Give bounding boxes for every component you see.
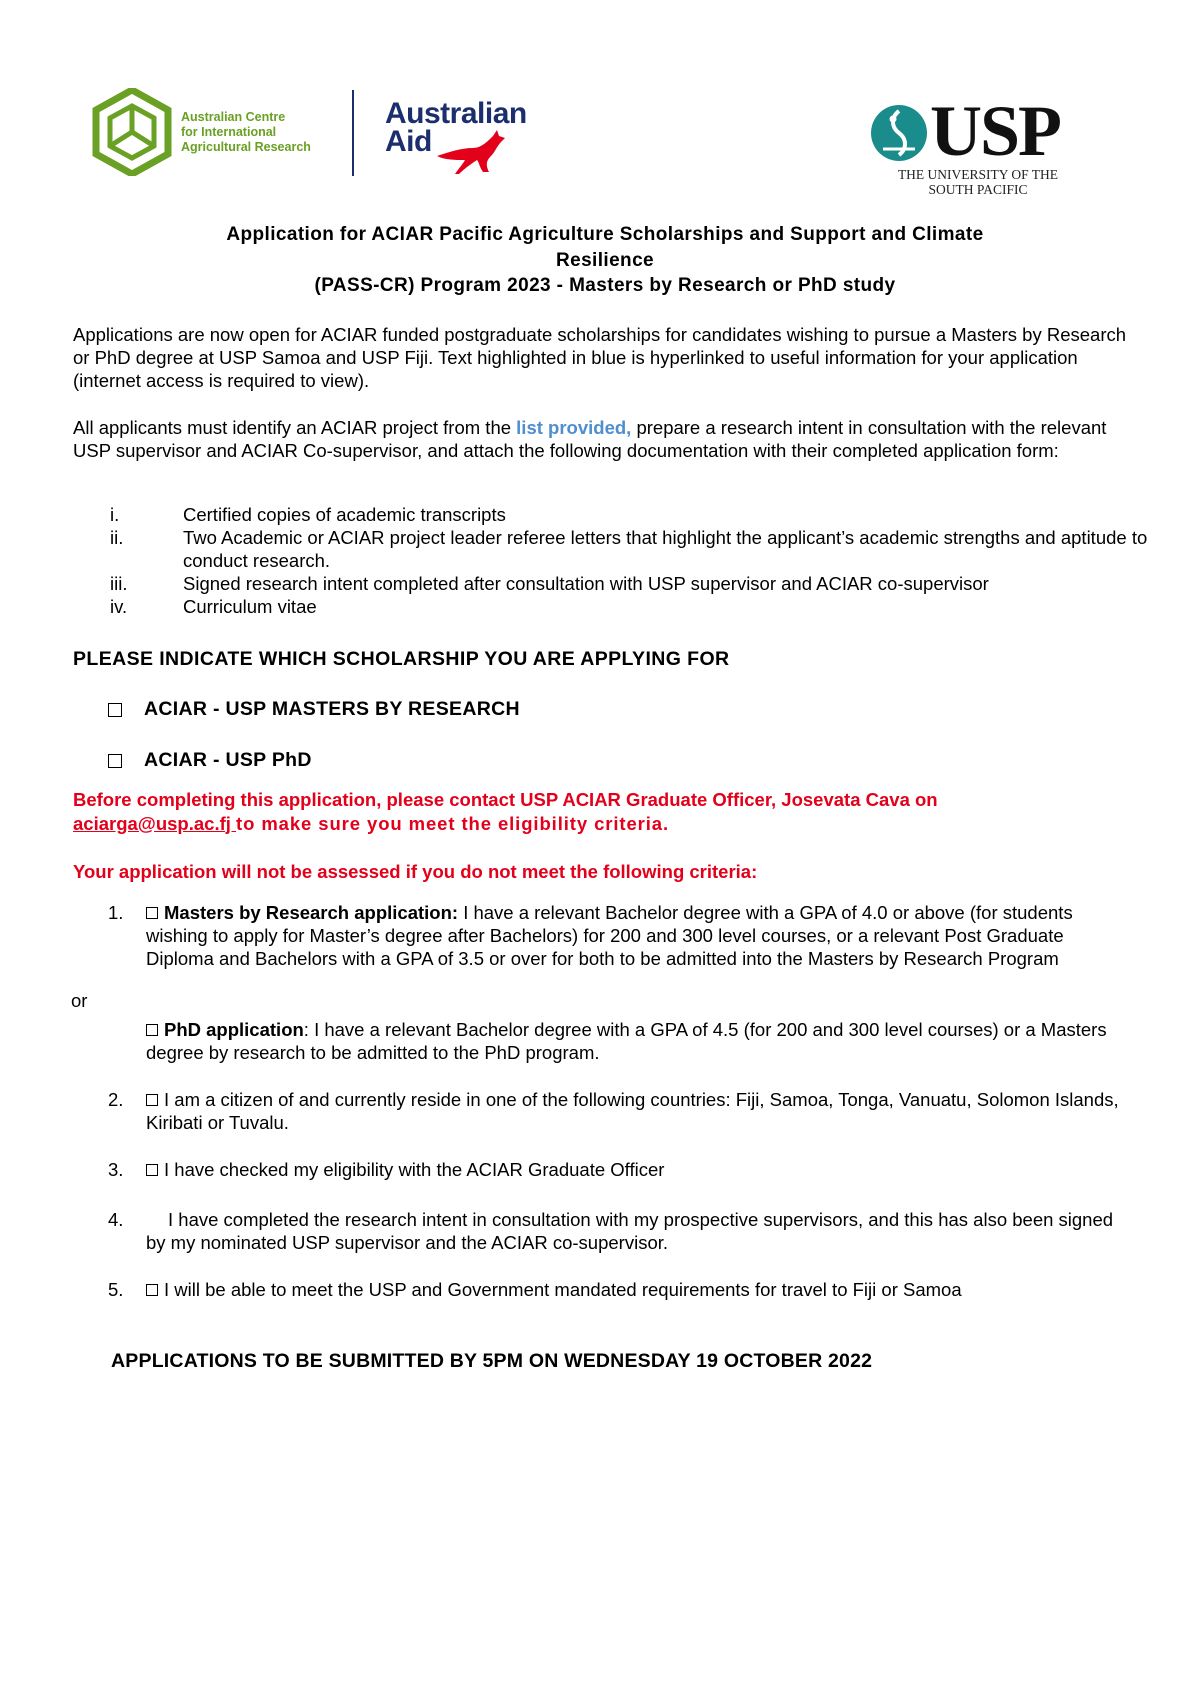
masters-option-label: ACIAR - USP MASTERS BY RESEARCH [144,698,520,720]
email-link[interactable]: aciarga@usp.ac.fj [73,812,237,834]
usp-sub-line-1: THE UNIVERSITY OF THE [897,167,1059,182]
aciar-line-1: Australian Centre [181,110,286,124]
criterion-number: 5. [108,1279,124,1300]
list-item-text: Two Academic or ACIAR project leader referee letters that highlight the applicant’s academic strengths and aptitude to conduct research. [183,527,1148,571]
contact-notice-line-2: to make sure you meet the eligibility criteria. [236,812,670,834]
contact-notice [73,788,1123,835]
criteria-warning: Your application will not be assessed if you do not meet the following criteria: [73,861,758,882]
or-separator: or [71,990,88,1011]
document-title [160,222,1050,299]
logo-divider [352,90,354,176]
title-line-3: (PASS-CR) Program 2023 - Masters by Research or PhD study [314,275,896,296]
contact-notice-line-1: Before completing this application, please contact USP ACIAR Graduate Officer, Josevata Cava on [73,789,938,810]
requirements-paragraph [73,416,1143,462]
criterion-5 [108,1278,1123,1301]
list-item-number: iv. [110,596,128,617]
criterion-1 [108,901,1123,970]
criterion-3-checkbox[interactable] [146,1164,158,1176]
phd-option[interactable] [108,749,312,772]
usp-emblem-icon [869,103,929,163]
criterion-1-label: Masters by Research application: [164,902,459,923]
scholarship-heading: PLEASE INDICATE WHICH SCHOLARSHIP YOU ARE APPLYING FOR [73,648,730,670]
submission-deadline: APPLICATIONS TO BE SUBMITTED BY 5PM ON WEDNESDAY 19 OCTOBER 2022 [111,1350,873,1372]
criterion-1b-label: PhD application [164,1019,304,1040]
usp-subtitle [870,167,1086,197]
title-line-1: Application for ACIAR Pacific Agriculture Scholarships and Support and Climate [226,224,984,245]
criterion-1b-body: : I have a relevant Bachelor degree with a GPA of 4.5 (for 200 and 300 level courses) or a Masters degree by research to be admitted to the PhD program. [146,1019,1107,1063]
intro-paragraph: Applications are now open for ACIAR funded postgraduate scholarships for candidates wishing to pursue a Masters by Research or PhD degree at USP Samoa and USP Fiji. Text highlighted in blue is hyperlinked to useful information for your application (internet access is required to view). [73,324,1127,391]
criterion-text [146,1278,1123,1301]
aciar-line-2: for International [181,125,277,139]
criterion-1-body: I have a relevant Bachelor degree with a GPA of 4.0 or above (for students wishing to apply for Master’s degree after Bachelors) for 200 and 300 level courses, or a relevant Post Graduate Diploma and Bachelors with a GPA of 3.5 or over for both to be admitted into the Masters by Research Program [146,902,1073,969]
criterion-number-blank [108,1018,146,1064]
criterion-number: 4. [108,1209,124,1230]
list-item-number: i. [110,504,120,525]
title-line-2: Resilience [556,249,654,271]
list-item-text: Signed research intent completed after consultation with USP supervisor and ACIAR co-supervisor [183,573,989,594]
usp-wordmark: USP [930,91,1061,171]
list-item [110,526,1150,572]
criterion-2-checkbox[interactable] [146,1094,158,1106]
criterion-number: 1. [108,902,124,923]
criterion-text [146,901,1123,970]
requirements-text-before: All applicants must identify an ACIAR project from the [73,417,517,438]
criterion-1-checkbox[interactable] [146,907,158,919]
aciar-logo-icon [92,88,172,176]
criterion-text [146,1208,1123,1254]
criterion-4-body: I have completed the research intent in consultation with my prospective supervisors, and this has also been signed by my nominated USP supervisor and the ACIAR co-supervisor. [146,1209,1114,1253]
project-list-link[interactable]: list provided, [516,417,632,438]
aid-line-2: Aid [385,125,432,158]
usp-sub-line-2: SOUTH PACIFIC [928,182,1028,197]
criterion-5-body: I will be able to meet the USP and Government mandated requirements for travel to Fiji or Samoa [164,1279,962,1300]
criterion-number: 3. [108,1159,124,1180]
criterion-2 [108,1088,1123,1134]
list-item-text: Curriculum vitae [183,596,317,617]
criterion-number: 2. [108,1089,124,1110]
aciar-line-3: Agricultural Research [181,140,311,154]
criterion-1b-checkbox[interactable] [146,1024,158,1036]
criterion-text [146,1158,1123,1181]
criterion-3 [108,1158,1123,1181]
masters-checkbox[interactable] [108,703,122,717]
criterion-3-body: I have checked my eligibility with the ACIAR Graduate Officer [164,1159,665,1180]
aid-line-1: Australian [385,97,527,130]
criterion-2-body: I am a citizen of and currently reside in one of the following countries: Fiji, Samoa, Tonga, Vanuatu, Solomon Islands, Kiribati or Tuvalu. [146,1089,1119,1133]
criterion-text [146,1088,1123,1134]
documents-list [110,503,1150,618]
list-item-text: Certified copies of academic transcripts [183,504,506,525]
phd-option-label: ACIAR - USP PhD [144,749,312,771]
kangaroo-icon [435,128,510,176]
phd-checkbox[interactable] [108,754,122,768]
list-item-number: ii. [110,527,124,548]
criterion-text [146,1018,1123,1064]
list-item-number: iii. [110,573,128,594]
aciar-logo-text [181,110,311,155]
masters-option[interactable] [108,698,520,721]
list-item [110,595,1150,618]
criterion-1b [108,1018,1123,1064]
criterion-4 [108,1208,1123,1254]
criterion-5-checkbox[interactable] [146,1284,158,1296]
list-item [110,572,1150,595]
list-item [110,503,1150,526]
requirements-text-after: prepare a research intent in consultation with the relevant USP supervisor and ACIAR Co-supervisor, and attach the following documentation with their completed application form: [73,417,1107,461]
